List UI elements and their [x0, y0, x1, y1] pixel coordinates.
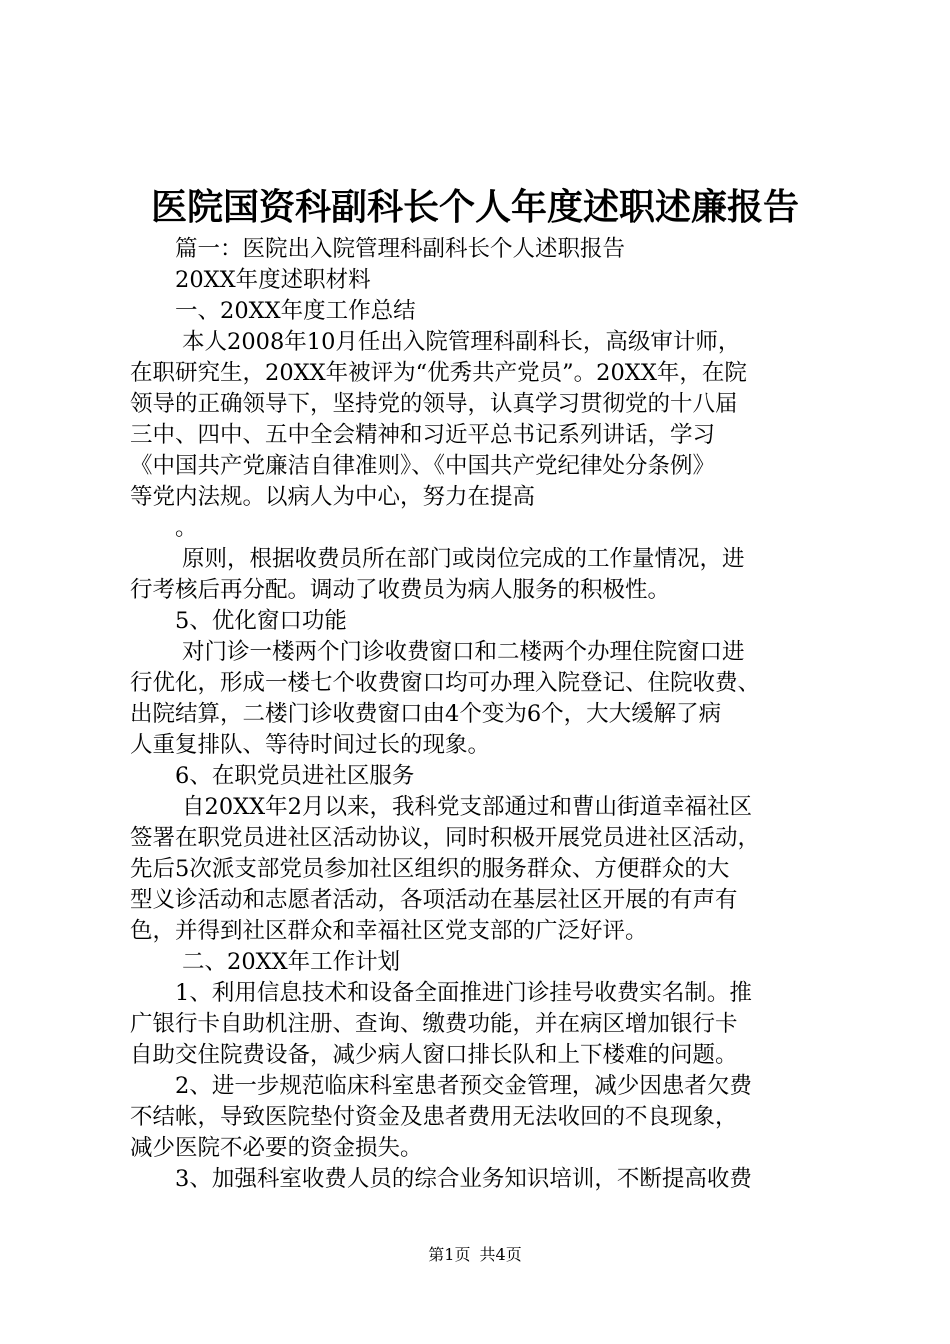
document-body	[130, 234, 830, 1195]
text-line: 6、在职党员进社区服务	[175, 763, 415, 789]
text-line: 对门诊一楼两个门诊收费窗口和二楼两个办理住院窗口进	[182, 639, 745, 665]
text-line: 一、20XX年度工作总结	[175, 298, 416, 324]
text-line: 3、加强科室收费人员的综合业务知识培训，不断提高收费	[175, 1166, 752, 1192]
text-line: 行优化，形成一楼七个收费窗口均可办理入院登记、住院收费、	[130, 670, 761, 696]
text-line: 本人2008年10月任出入院管理科副科长，高级审计师，	[182, 329, 741, 355]
text-line: 出院结算，二楼门诊收费窗口由4个变为6个，大大缓解了病	[130, 701, 722, 727]
text-line: 先后5次派支部党员参加社区组织的服务群众、方便群众的大	[130, 856, 730, 882]
text-line: 《中国共产党廉洁自律准则》、《中国共产党纪律处分条例》	[130, 453, 716, 479]
text-line: 广银行卡自助机注册、查询、缴费功能，并在病区增加银行卡	[130, 1011, 738, 1037]
text-line: 二、20XX年工作计划	[182, 949, 401, 975]
text-line: 三中、四中、五中全会精神和习近平总书记系列讲话，学习	[130, 422, 716, 448]
page-number: 第1页	[428, 1245, 471, 1264]
text-line: 1、利用信息技术和设备全面推进门诊挂号收费实名制。推	[175, 980, 752, 1006]
text-line: 不结帐，导致医院垫付资金及患者费用无法收回的不良现象，	[130, 1104, 738, 1130]
document-title: 医院国资科副科长个人年度述职述廉报告	[150, 186, 799, 228]
text-line: 色，并得到社区群众和幸福社区党支部的广泛好评。	[130, 918, 648, 944]
text-line: 自20XX年2月以来，我科党支部通过和曹山街道幸福社区	[182, 794, 752, 820]
text-line: 签署在职党员进社区活动协议，同时积极开展党员进社区活动，	[130, 825, 761, 851]
text-line: 行考核后再分配。调动了收费员为病人服务的积极性。	[130, 577, 671, 603]
text-line: 篇一：医院出入院管理科副科长个人述职报告	[175, 236, 626, 262]
text-line: 在职研究生，20XX年被评为“优秀共产党员”。20XX年，在院	[130, 360, 747, 386]
text-line: 2、进一步规范临床科室患者预交金管理，减少因患者欠费	[175, 1073, 752, 1099]
text-line: 自助交住院费设备，减少病人窗口排长队和上下楼难的问题。	[130, 1042, 738, 1068]
text-line: 型义诊活动和志愿者活动，各项活动在基层社区开展的有声有	[130, 887, 738, 913]
text-line: 20XX年度述职材料	[175, 267, 371, 293]
text-line: 等党内法规。以病人为中心，努力在提高	[130, 484, 536, 510]
text-line: 人重复排队、等待时间过长的现象。	[130, 732, 491, 758]
text-line: 减少医院不必要的资金损失。	[130, 1135, 423, 1161]
text-line: 领导的正确领导下，坚持党的领导，认真学习贯彻党的十八届	[130, 391, 738, 417]
text-line: 原则，根据收费员所在部门或岗位完成的工作量情况，进	[182, 546, 745, 572]
page-footer	[0, 1245, 950, 1265]
text-line: 。	[175, 515, 198, 541]
text-line: 5、优化窗口功能	[175, 608, 347, 634]
page-total: 共4页	[479, 1245, 522, 1264]
